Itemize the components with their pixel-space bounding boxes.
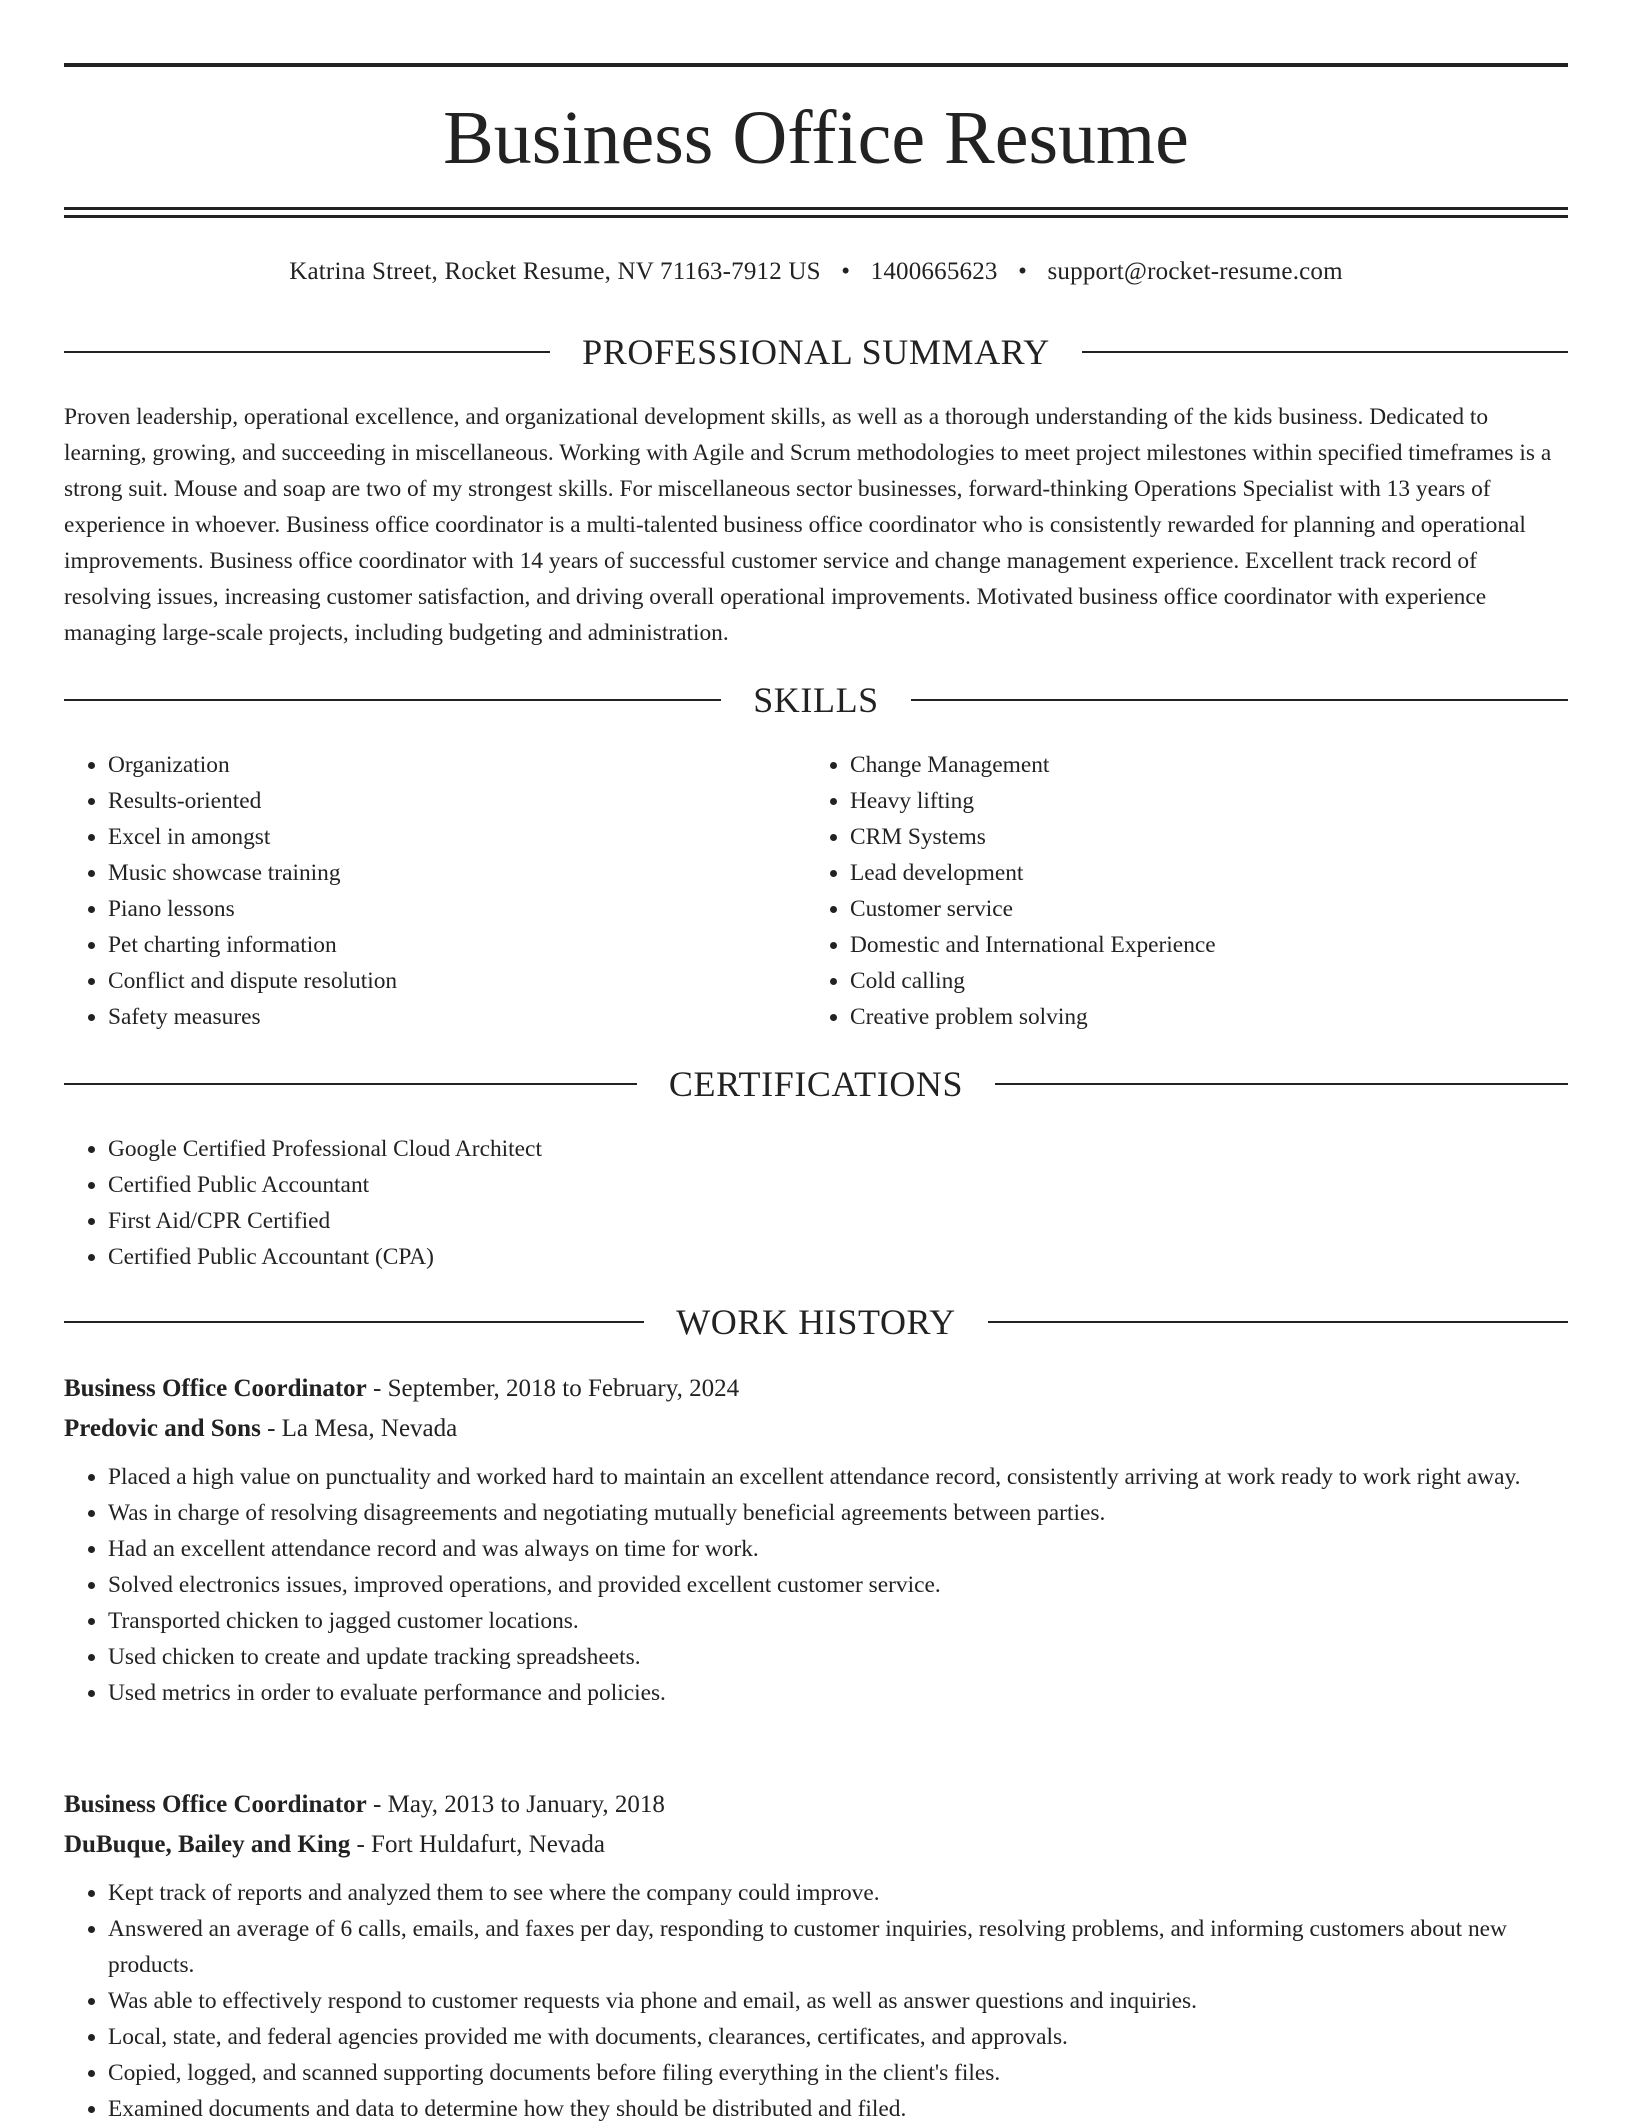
- certification-item: • Google Certified Professional Cloud Architect: [108, 1131, 1568, 1167]
- skill-item: • Organization: [108, 747, 806, 783]
- skill-item: • Excel in amongst: [108, 819, 806, 855]
- skills-column-right: [806, 747, 1548, 1035]
- skill-item: • Heavy lifting: [850, 783, 1548, 819]
- job-title-line: [64, 1369, 1568, 1409]
- job-duty-item: • Used chicken to create and update tracking spreadsheets.: [108, 1639, 1568, 1675]
- skill-item: • Domestic and International Experience: [850, 927, 1548, 963]
- divider-line: [911, 699, 1568, 701]
- job-duty-item: • Examined documents and data to determine how they should be distributed and filed.: [108, 2091, 1568, 2127]
- skill-item: • Pet charting information: [108, 927, 806, 963]
- section-header-summary: [64, 330, 1568, 374]
- job-company: Predovic and Sons: [64, 1415, 261, 1442]
- skill-item: • Customer service: [850, 891, 1548, 927]
- job-title: Business Office Coordinator: [64, 1375, 367, 1402]
- certification-item: • Certified Public Accountant (CPA): [108, 1239, 1568, 1275]
- page-title: Business Office Resume: [443, 96, 1189, 180]
- job-duty-item: • Copied, logged, and scanned supporting documents before filing everything in the client's files.: [108, 2055, 1568, 2091]
- summary-text: Proven leadership, operational excellence, and organizational development skills, as well as a thorough understanding of the kids business. Dedicated to learning, growing, and succeeding in miscellaneous. Working with Agile and Scrum methodologies to meet project milestones within specified timeframes is a strong suit. Mouse and soap are two of my strongest skills. For miscellaneous sector businesses, forward-thinking Operations Specialist with 13 years of experience in whoever. Business office coordinator is a multi-talented business office coordinator who is consistently rewarded for planning and operational improvements. Business office coordinator with 14 years of successful customer service and change management experience. Excellent track record of resolving issues, increasing customer satisfaction, and driving overall operational improvements. Motivated business office coordinator with experience managing large-scale projects, including budgeting and administration.: [64, 404, 1552, 646]
- certification-item: • Certified Public Accountant: [108, 1167, 1568, 1203]
- job-entry: [64, 1785, 1568, 2127]
- top-rule: [64, 63, 1568, 67]
- job-duty-list: [64, 1459, 1568, 1711]
- skill-item: • Results-oriented: [108, 783, 806, 819]
- certifications-list: [64, 1131, 1568, 1275]
- job-duty-list: [64, 1875, 1568, 2127]
- job-duty-item: • Solved electronics issues, improved operations, and provided excellent customer service.: [108, 1567, 1568, 1603]
- contact-email: support@rocket-resume.com: [1047, 258, 1343, 285]
- skills-column-left: [64, 747, 806, 1035]
- skill-list: [806, 747, 1548, 1035]
- skill-item: • CRM Systems: [850, 819, 1548, 855]
- job-dates: - May, 2013 to January, 2018: [366, 1791, 665, 1818]
- skill-item: • Cold calling: [850, 963, 1548, 999]
- section-title-summary: PROFESSIONAL SUMMARY: [582, 332, 1050, 372]
- divider-line: [64, 351, 550, 353]
- contact-separator: •: [1018, 258, 1028, 285]
- section-title-certifications: CERTIFICATIONS: [668, 1064, 964, 1104]
- skill-item: • Music showcase training: [108, 855, 806, 891]
- title-double-rule: [64, 207, 1568, 219]
- job-duty-item: • Was in charge of resolving disagreements and negotiating mutually beneficial agreements between parties.: [108, 1495, 1568, 1531]
- skills-list: [64, 747, 1568, 1035]
- contact-separator: •: [841, 258, 851, 285]
- job-duty-item: • Answered an average of 6 calls, emails, and faxes per day, responding to customer inquiries, resolving problems, and informing customers about new products.: [108, 1911, 1568, 1983]
- job-duty-item: • Transported chicken to jagged customer locations.: [108, 1603, 1568, 1639]
- certification-list: [64, 1131, 1568, 1275]
- skill-item: • Safety measures: [108, 999, 806, 1035]
- skill-item: • Creative problem solving: [850, 999, 1548, 1035]
- skill-list: [64, 747, 806, 1035]
- section-header-certifications: [64, 1062, 1568, 1106]
- section-title-skills: SKILLS: [753, 680, 879, 720]
- job-company-line: [64, 1825, 1568, 1865]
- divider-line: [64, 1321, 644, 1323]
- skill-item: • Change Management: [850, 747, 1548, 783]
- job-duty-item: • Had an excellent attendance record and was always on time for work.: [108, 1531, 1568, 1567]
- job-duty-item: • Local, state, and federal agencies provided me with documents, clearances, certificates, and approvals.: [108, 2019, 1568, 2055]
- divider-line: [64, 699, 721, 701]
- contact-address: Katrina Street, Rocket Resume, NV 71163-7912 US: [289, 258, 821, 285]
- divider-line: [988, 1321, 1568, 1323]
- skill-item: • Lead development: [850, 855, 1548, 891]
- job-title: Business Office Coordinator: [64, 1791, 367, 1818]
- contact-phone: 1400665623: [870, 258, 998, 285]
- skill-item: • Conflict and dispute resolution: [108, 963, 806, 999]
- divider-line: [64, 1083, 637, 1085]
- job-company-line: [64, 1409, 1568, 1449]
- job-dates: - September, 2018 to February, 2024: [366, 1375, 740, 1402]
- section-title-work-history: WORK HISTORY: [676, 1302, 956, 1342]
- divider-line: [1082, 351, 1568, 353]
- job-duty-item: • Kept track of reports and analyzed them to see where the company could improve.: [108, 1875, 1568, 1911]
- divider-line: [995, 1083, 1568, 1085]
- job-entry: [64, 1369, 1568, 1711]
- section-header-skills: [64, 678, 1568, 722]
- skill-item: • Piano lessons: [108, 891, 806, 927]
- job-company: DuBuque, Bailey and King: [64, 1831, 351, 1858]
- certification-item: • First Aid/CPR Certified: [108, 1203, 1568, 1239]
- contact-line: [64, 255, 1568, 289]
- job-duty-item: • Was able to effectively respond to customer requests via phone and email, as well as answer questions and inquiries.: [108, 1983, 1568, 2019]
- job-location: - La Mesa, Nevada: [260, 1415, 458, 1442]
- job-duty-item: • Used metrics in order to evaluate performance and policies.: [108, 1675, 1568, 1711]
- job-duty-item: • Placed a high value on punctuality and worked hard to maintain an excellent attendance record, consistently arriving at work ready to work right away.: [108, 1459, 1568, 1495]
- job-location: - Fort Huldafurt, Nevada: [350, 1831, 606, 1858]
- job-title-line: [64, 1785, 1568, 1825]
- section-header-work-history: [64, 1300, 1568, 1344]
